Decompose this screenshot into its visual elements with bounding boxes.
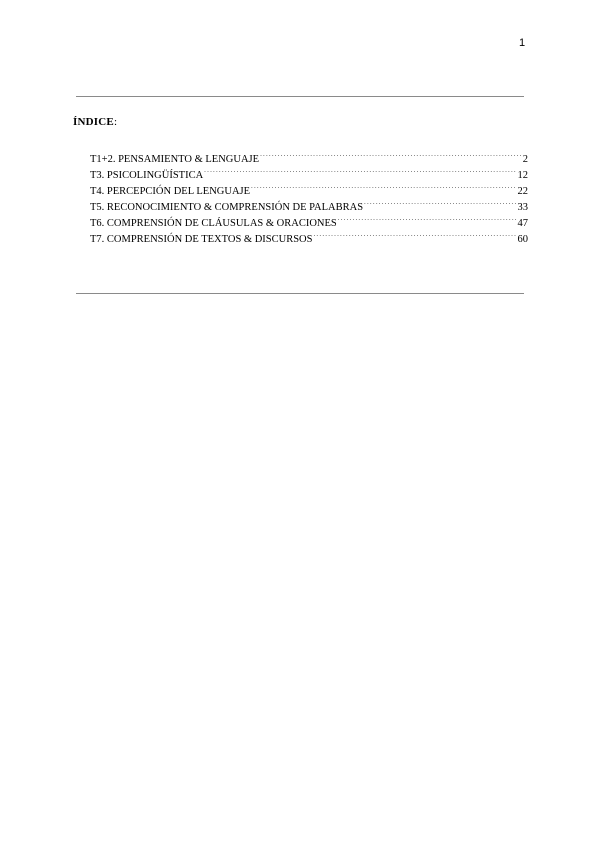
toc-dot-leader [364, 194, 516, 210]
toc-entry-title: T3. PSICOLINGÜÍSTICA [90, 170, 204, 181]
table-of-contents [90, 146, 528, 245]
toc-dot-leader [313, 226, 516, 242]
toc-entry-t1-2[interactable] [90, 146, 528, 165]
toc-entry-title: T1+2. PENSAMIENTO & LENGUAJE [90, 154, 260, 165]
toc-entry-title: T7. COMPRENSIÓN DE TEXTOS & DISCURSOS [90, 234, 313, 245]
toc-entry-title: T4. PERCEPCIÓN DEL LENGUAJE [90, 186, 251, 197]
toc-entry-page: 22 [517, 186, 528, 197]
toc-entry-title: T5. RECONOCIMIENTO & COMPRENSIÓN DE PALABRAS [90, 202, 364, 213]
toc-entry-page: 47 [517, 218, 528, 229]
toc-dot-leader [251, 178, 516, 194]
index-heading-text: ÍNDICE [73, 116, 114, 128]
index-heading-colon: : [113, 116, 118, 128]
toc-entry-page: 60 [517, 234, 528, 245]
toc-dot-leader [338, 210, 517, 226]
toc-entry-page: 2 [522, 154, 528, 165]
toc-entry-title: T6. COMPRENSIÓN DE CLÁUSULAS & ORACIONES [90, 218, 337, 229]
toc-entry-page: 12 [517, 170, 528, 181]
page-number: 1 [519, 37, 526, 49]
top-divider [76, 96, 524, 97]
index-heading [73, 116, 117, 128]
toc-dot-leader [260, 146, 522, 162]
toc-dot-leader [204, 162, 516, 178]
toc-entry-page: 33 [517, 202, 528, 213]
bottom-divider [76, 293, 524, 294]
